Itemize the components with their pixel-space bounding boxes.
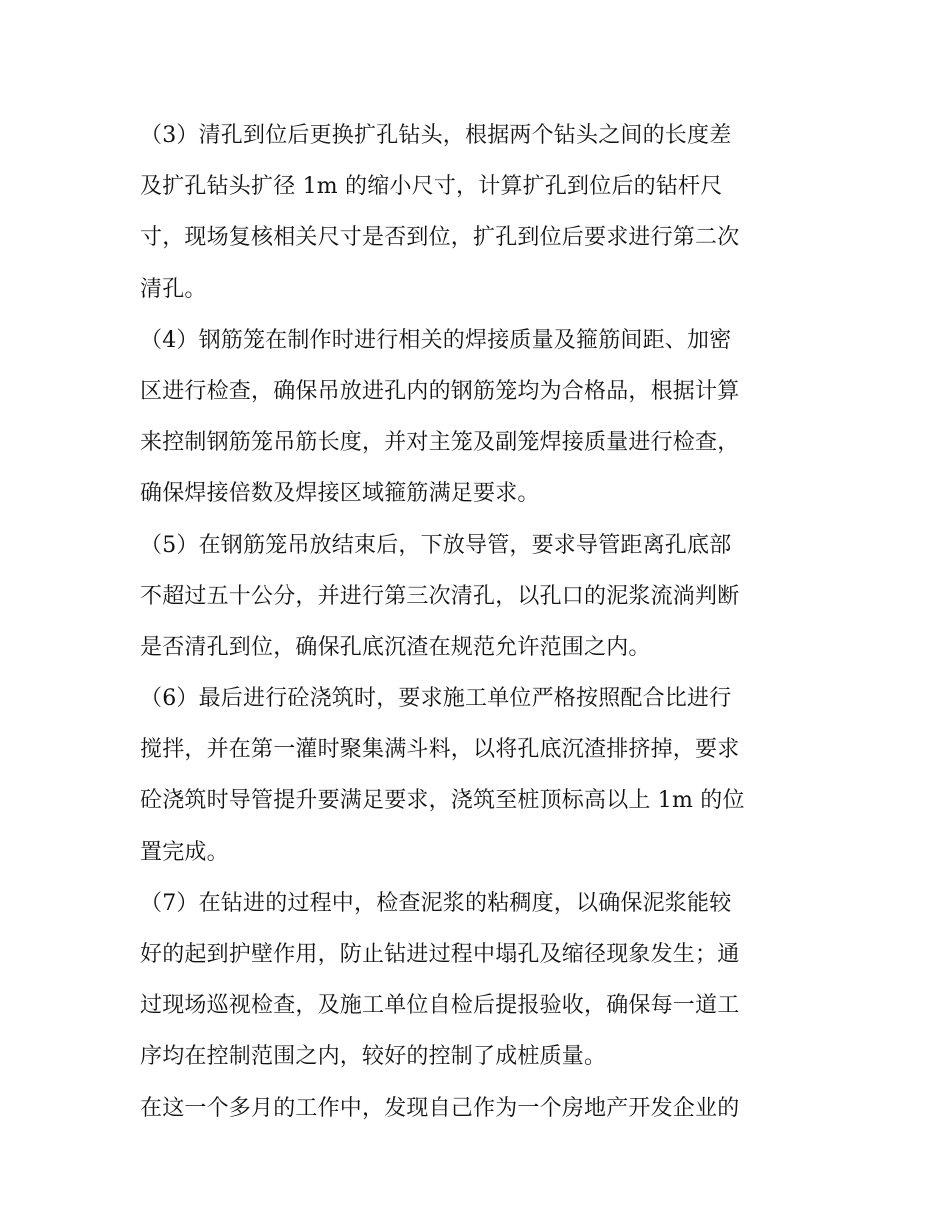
paragraph-7 — [140, 878, 820, 1083]
text-line: 搅拌，并在第一灌时聚集满斗料，以将孔底沉渣排挤掉，要求 — [140, 737, 740, 763]
text-line: （5）在钢筋笼吊放结束后，下放导管，要求导管距离孔底部 — [140, 532, 732, 558]
paragraph-4 — [140, 315, 820, 520]
text-line: 区进行检查，确保吊放进孔内的钢筋笼均为合格品，根据计算 — [140, 378, 740, 404]
text-line: 寸，现场复核相关尺寸是否到位，扩孔到位后要求进行第二次 — [140, 225, 740, 251]
paragraph-5 — [140, 520, 820, 674]
text-line: 是否清孔到位，确保孔底沉渣在规范允许范围之内。 — [140, 634, 651, 660]
text-line: 砼浇筑时导管提升要满足要求，浇筑至桩顶标高以上 1m 的位 — [140, 788, 745, 814]
paragraph-summary — [140, 1083, 820, 1134]
text-line: 来控制钢筋笼吊筋长度，并对主笼及副笼焊接质量进行检查， — [140, 430, 740, 456]
text-line: 确保焊接倍数及焊接区域箍筋满足要求。 — [140, 481, 540, 507]
text-line: （6）最后进行砼浇筑时，要求施工单位严格按照配合比进行 — [140, 686, 732, 712]
text-line: 好的起到护壁作用，防止钻进过程中塌孔及缩径现象发生；通 — [140, 942, 740, 967]
document-body — [140, 110, 820, 1134]
text-line: 及扩孔钻头扩径 1m 的缩小尺寸，计算扩孔到位后的钻杆尺 — [140, 174, 723, 200]
text-line: （3）清孔到位后更换扩孔钻头，根据两个钻头之间的长度差 — [140, 123, 732, 148]
paragraph-6 — [140, 673, 820, 878]
text-line: 不超过五十公分，并进行第三次清孔，以孔口的泥浆流淌判断 — [140, 583, 740, 609]
text-line: 清孔。 — [140, 276, 207, 302]
text-line: （4）钢筋笼在制作时进行相关的焊接质量及箍筋间距、加密 — [140, 327, 732, 353]
text-line: 序均在控制范围之内，较好的控制了成桩质量。 — [140, 1044, 607, 1070]
text-line: 置完成。 — [140, 839, 229, 865]
text-line: 在这一个多月的工作中，发现自己作为一个房地产开发企业的 — [140, 1095, 740, 1121]
paragraph-3 — [140, 110, 820, 315]
text-line: 过现场巡视检查，及施工单位自检后提报验收，确保每一道工 — [140, 993, 740, 1019]
text-line: （7）在钻进的过程中，检查泥浆的粘稠度，以确保泥浆能较 — [140, 890, 732, 916]
